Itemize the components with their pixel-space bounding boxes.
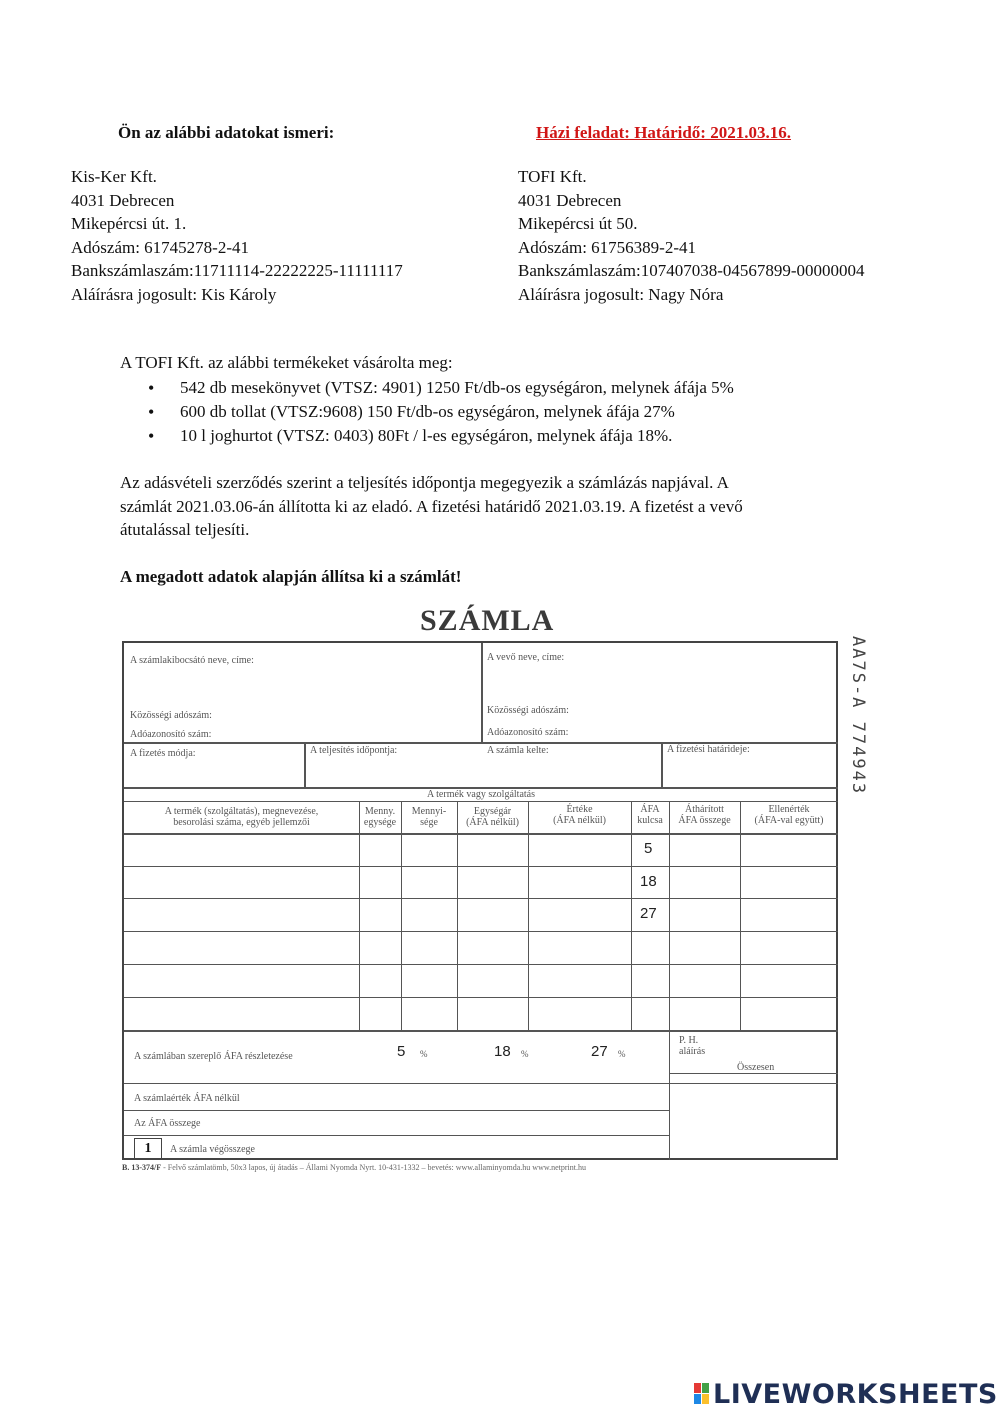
seller-name: Kis-Ker Kft. <box>71 167 157 186</box>
form-code <box>122 1163 586 1172</box>
breakdown-rate: 5 <box>397 1043 406 1060</box>
due-date-label: A fizetési határideje: <box>667 744 750 755</box>
list-item: • 542 db mesekönyvet (VTSZ: 4901) 1250 Ft/db-os egységáron, melynek áfája 5% <box>148 376 734 400</box>
col-product-header <box>124 806 359 828</box>
invoice-title: SZÁMLA <box>420 604 555 637</box>
vat-rate-cell: 18 <box>640 873 657 890</box>
seller-tax-id: Adószám: 61745278-2-41 <box>71 237 250 257</box>
col-unitprice-header <box>457 806 528 828</box>
vat-breakdown-label: A számlában szereplő ÁFA részletezése <box>134 1051 293 1062</box>
col-unit-line2: egysége <box>363 817 397 828</box>
grand-total-label: A számla végösszege <box>170 1144 255 1155</box>
vat-rate-cell: 27 <box>640 905 657 922</box>
community-tax-left: Közösségi adószám: <box>130 710 212 721</box>
seller-info <box>71 165 403 306</box>
liveworksheets-logo <box>694 1379 998 1410</box>
tax-id-left: Adóazonosító szám: <box>130 729 212 740</box>
percent-sign: % <box>618 1049 626 1059</box>
sum-label: Összesen <box>737 1062 775 1073</box>
list-item: • 10 l joghurtot (VTSZ: 0403) 80Ft / l-es egységáron, melynek áfája 18%. <box>148 424 734 448</box>
issue-date-label: A számla kelte: <box>487 745 549 756</box>
col-total-line2: (ÁFA-val együtt) <box>754 815 824 826</box>
col-value-line2: (ÁFA nélkül) <box>553 815 606 826</box>
paragraph-line: Az adásvételi szerződés szerint a teljesítés időpontja megegyezik a számlázás napjával. A <box>120 473 729 492</box>
issuer-label: A számlakibocsátó neve, címe: <box>130 655 254 666</box>
col-vatamount-header <box>669 804 740 826</box>
known-data-heading: Ön az alábbi adatokat ismeri: <box>118 123 335 142</box>
task-instruction: A megadott adatok alapján állítsa ki a számlát! <box>120 567 462 586</box>
vat-rate-cell: 5 <box>644 840 653 857</box>
col-vatamount-line1: Áthárított <box>685 804 724 815</box>
buyer-name: TOFI Kft. <box>518 167 587 186</box>
form-code-text: - Felvő számlatömb, 50x3 lapos, új átadás – Állami Nyomda Nyrt. 10-431-1332 – bevetés: www.allaminyomda.hu www.netprint.hu <box>163 1163 586 1172</box>
buyer-label: A vevő neve, címe: <box>487 652 565 663</box>
col-vatamount-line2: ÁFA összege <box>678 815 731 826</box>
buyer-tax-id: Adószám: 61756389-2-41 <box>518 237 697 257</box>
col-qty-line1: Mennyi- <box>411 806 447 817</box>
seller-signatory: Aláírásra jogosult: Kis Károly <box>71 284 277 304</box>
seller-bank: Bankszámlaszám:11711114-22222225-11111117 <box>71 261 403 280</box>
homework-deadline: Házi feladat: Határidő: 2021.03.16. <box>536 123 791 142</box>
net-value-label: A számlaérték ÁFA nélkül <box>134 1093 240 1104</box>
purchase-intro: A TOFI Kft. az alábbi termékeket vásárolta meg: <box>120 353 453 372</box>
buyer-info <box>518 165 865 306</box>
seller-street: Mikepércsi út. 1. <box>71 214 187 233</box>
col-vat-line1: ÁFA <box>640 804 660 815</box>
col-value-header <box>528 804 631 826</box>
ph-line2: aláírás <box>679 1046 706 1057</box>
col-qty-line2: sége <box>420 817 438 828</box>
breakdown-rate: 18 <box>494 1043 511 1060</box>
paragraph-line: átutalással teljesíti. <box>120 520 250 539</box>
payment-method-label: A fizetés módja: <box>130 748 196 759</box>
tax-id-right: Adóazonosító szám: <box>487 727 569 738</box>
col-total-line1: Ellenérték <box>768 804 810 815</box>
contract-paragraph <box>120 471 743 542</box>
logo-icon <box>694 1383 711 1405</box>
invoice-serial: AA7S-A 774943 <box>848 636 868 796</box>
purchase-list <box>148 376 734 448</box>
performance-date-label: A teljesítés időpontja: <box>310 745 398 756</box>
ph-label <box>679 1035 705 1057</box>
col-unit-line1: Menny. <box>364 806 396 817</box>
col-vat-header <box>631 804 669 826</box>
invoice-form <box>122 641 838 1160</box>
percent-sign: % <box>420 1049 428 1059</box>
paragraph-line: számlát 2021.03.06-án állította ki az eladó. A fizetési határidő 2021.03.19. A fizetést a vevő <box>120 496 743 516</box>
seller-city: 4031 Debrecen <box>71 190 175 210</box>
buyer-bank: Bankszámlaszám:107407038-04567899-00000004 <box>518 261 865 280</box>
col-qty-header <box>401 806 457 828</box>
col-product-line1: A termék (szolgáltatás), megnevezése, <box>164 806 319 817</box>
list-item: • 600 db tollat (VTSZ:9608) 150 Ft/db-os egységáron, melynek áfája 27% <box>148 400 734 424</box>
brand-text: LIVEWORKSHEETS <box>713 1379 998 1410</box>
form-code-id: B. 13-374/F <box>122 1163 162 1172</box>
community-tax-right: Közösségi adószám: <box>487 705 569 716</box>
breakdown-rate: 27 <box>591 1043 608 1060</box>
vat-total-label: Az ÁFA összege <box>134 1118 201 1129</box>
ph-line1: P. H. <box>679 1035 699 1046</box>
col-total-header <box>740 804 838 826</box>
col-vat-line2: kulcsa <box>637 815 663 826</box>
goods-header: A termék vagy szolgáltatás <box>426 789 536 800</box>
buyer-city: 4031 Debrecen <box>518 190 622 210</box>
buyer-signatory: Aláírásra jogosult: Nagy Nóra <box>518 284 724 304</box>
buyer-street: Mikepércsi út 50. <box>518 214 638 233</box>
col-unit-header <box>359 806 401 828</box>
col-value-line1: Értéke <box>566 804 593 815</box>
col-product-line2: besorolási száma, egyéb jellemzői <box>173 817 310 828</box>
col-unitprice-line1: Egységár <box>473 806 512 817</box>
col-unitprice-line2: (ÁFA nélkül) <box>466 817 519 828</box>
number-one-box: 1 <box>134 1138 162 1160</box>
percent-sign: % <box>521 1049 529 1059</box>
